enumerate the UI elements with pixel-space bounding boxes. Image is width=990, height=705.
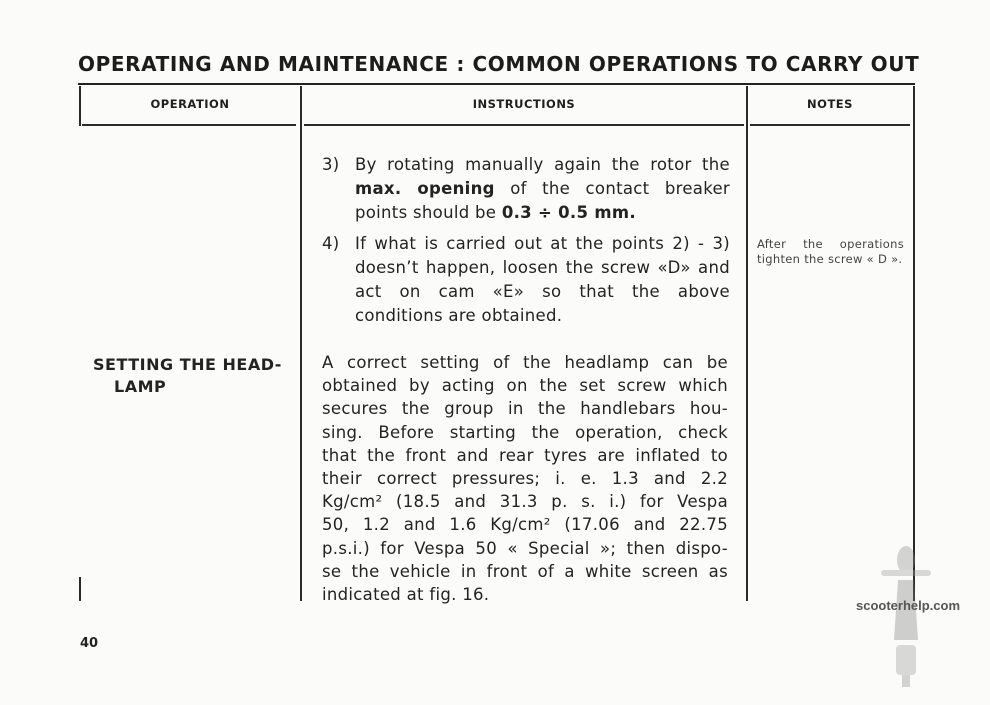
step-number: 4) xyxy=(322,234,340,253)
page-number: 40 xyxy=(80,636,99,651)
paragraph-line: secures the group in the handlebars hou- xyxy=(322,399,728,419)
header-rule-notes xyxy=(750,124,910,126)
paragraph-line: their correct pressures; i. e. 1.3 and 2.2 xyxy=(322,469,728,489)
paragraph-line: 50, 1.2 and 1.6 Kg/cm² (17.06 and 22.75 xyxy=(322,515,728,535)
header-rule-operation xyxy=(82,124,296,126)
table-left-border-bottom xyxy=(79,577,81,601)
paragraph-line: sing. Before starting the operation, check xyxy=(322,422,728,442)
paragraph-line: that the front and rear tyres are inflated to xyxy=(322,445,728,465)
watermark-text: scooterhelp.com xyxy=(856,598,961,613)
paragraph-line: A correct setting of the headlamp can be xyxy=(322,353,728,372)
paragraph-line: indicated at fig. 16. xyxy=(322,585,490,605)
step-bold-value: 0.3 ÷ 0.5 mm. xyxy=(501,203,636,222)
operation-title-line-2: LAMP xyxy=(114,377,167,396)
operation-title xyxy=(93,354,293,398)
title-rule xyxy=(78,83,915,85)
column-header-notes: NOTES xyxy=(807,97,853,111)
column-header-operation: OPERATION xyxy=(150,97,230,111)
column-header-instructions: INSTRUCTIONS xyxy=(472,97,576,111)
paragraph-line: p.s.i.) for Vespa 50 « Special »; then dispo- xyxy=(322,538,728,558)
instruction-step-4 xyxy=(322,232,730,328)
operation-title-line-1: SETTING THE HEAD- xyxy=(93,355,282,374)
page-title: OPERATING AND MAINTENANCE : COMMON OPERATIONS TO CARRY OUT xyxy=(78,52,920,76)
headlamp-instructions xyxy=(322,351,728,606)
step-bold-term: max. opening xyxy=(355,179,495,198)
table-left-border-top xyxy=(79,86,81,126)
scooter-watermark-icon xyxy=(876,540,936,690)
paragraph-line: obtained by acting on the set screw which xyxy=(322,376,728,396)
table-right-border xyxy=(913,86,915,601)
notes-text: After the operations tighten the screw « D ». xyxy=(757,237,904,266)
step-text-part: By rotating manually again the rotor the xyxy=(355,155,730,174)
step-number: 3) xyxy=(322,155,340,174)
header-rule-instructions xyxy=(304,124,744,126)
step-text: If what is carried out at the points 2) - 3) doesn’t happen, loosen the screw «D» and act on cam «E» so that the above conditions are obtained. xyxy=(355,234,730,325)
column-divider-1 xyxy=(300,86,302,601)
paragraph-line: Kg/cm² (18.5 and 31.3 p. s. i.) for Vespa xyxy=(322,492,728,512)
column-divider-2 xyxy=(746,86,748,601)
instruction-step-3 xyxy=(322,153,730,225)
step-text xyxy=(355,153,730,225)
step-text-part: of the contact breaker points should be xyxy=(355,179,730,222)
paragraph-line: se the vehicle in front of a white screen as xyxy=(322,561,728,581)
